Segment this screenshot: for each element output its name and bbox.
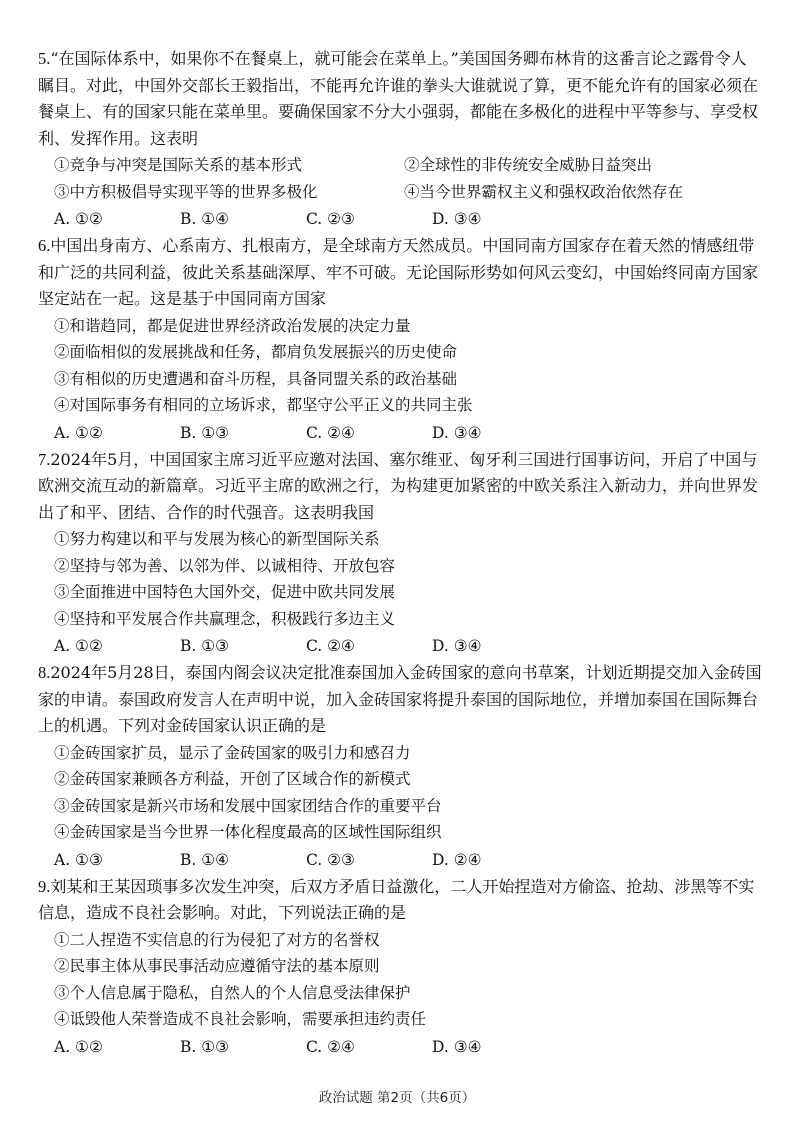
question-text: 中国出身南方、心系南方、扎根南方，是全球南方天然成员。中国同南方国家存在着天然的情感纽带和广泛的共同利益，彼此关系基础深厚、牢不可破。无论国际形势如何风云变幻，中国始终同南方国家坚定站在一起。这是基于中国同南方国家 <box>38 236 759 308</box>
option-1: ①和谐趋同，都是促进世界经济政治发展的决定力量 <box>54 316 411 335</box>
option-4: ④当今世界霸权主义和强权政治依然存在 <box>404 182 684 201</box>
option-row <box>38 179 762 206</box>
question-text: 2024年5月28日，泰国内阁会议决定批准泰国加入金砖国家的意向书草案，计划近期提交加入金砖国家的申请。泰国政府发言人在声明中说，加入金砖国家将提升泰国的国际地位，并增加泰国在国际舞台上的机遇。下列对金砖国家认识正确的是 <box>38 663 762 735</box>
question-number: 9. <box>38 876 51 896</box>
question-7 <box>38 447 762 661</box>
choice-d: D. ③④ <box>432 210 482 228</box>
question-6 <box>38 233 762 447</box>
option-1: ①竞争与冲突是国际关系的基本形式 <box>54 156 303 174</box>
choice-b: B. ①④ <box>180 850 230 869</box>
question-stem <box>38 46 762 152</box>
choice-d: D. ③④ <box>432 423 482 442</box>
choice-d: D. ②④ <box>432 850 482 869</box>
page-content <box>38 46 762 1061</box>
option-3: ③金砖国家是新兴市场和发展中国家团结合作的重要平台 <box>54 796 442 815</box>
page-footer: 政治试题 第2页（共6页） <box>318 1090 476 1106</box>
answer-choices <box>38 1033 762 1061</box>
option-2: ②全球性的非传统安全威胁日益突出 <box>404 156 653 174</box>
option-2: ②坚持与邻为善、以邻为伴、以诚相待、开放包容 <box>54 556 396 575</box>
option-row <box>38 152 762 179</box>
option-1: ①金砖国家扩员，显示了金砖国家的吸引力和感召力 <box>54 743 411 762</box>
option-3: ③有相似的历史遭遇和奋斗历程，具备同盟关系的政治基础 <box>54 369 458 388</box>
option-3: ③个人信息属于隐私，自然人的个人信息受法律保护 <box>54 983 411 1002</box>
option-4: ④诋毁他人荣誉造成不良社会影响，需要承担违约责任 <box>54 1010 427 1028</box>
choice-c: C. ②④ <box>306 423 355 442</box>
choice-a: A. ①② <box>54 1037 103 1056</box>
choice-c: C. ②③ <box>306 210 355 228</box>
question-text: 刘某和王某因琐事多次发生冲突，后双方矛盾日益激化，二人开始捏造对方偷盗、抢劫、涉黑等不实信息，造成不良社会影响。对此，下列说法正确的是 <box>38 876 755 922</box>
option-4: ④对国际事务有相同的立场诉求，都坚守公平正义的共同主张 <box>54 396 473 414</box>
question-5 <box>38 46 762 233</box>
question-text: 2024年5月，中国国家主席习近平应邀对法国、塞尔维亚、匈牙利三国进行国事访问，开启了中国与欧洲交流互动的新篇章。习近平主席的欧洲之行，为构建更加紧密的中欧关系注入新动力，并向世界发出了和平、团结、合作的时代强音。这表明我国 <box>38 449 759 522</box>
answer-choices <box>38 632 762 660</box>
option-2: ②民事主体从事民事活动应遵循守法的基本原则 <box>54 957 380 975</box>
choice-b: B. ①③ <box>180 637 230 655</box>
question-number: 7. <box>38 449 51 469</box>
question-number: 8. <box>38 663 51 682</box>
question-8 <box>38 660 762 874</box>
question-stem <box>38 447 762 527</box>
answer-choices <box>38 205 762 233</box>
choice-b: B. ①③ <box>180 1037 230 1056</box>
choice-c: C. ②④ <box>306 637 355 655</box>
option-3: ③全面推进中国特色大国外交，促进中欧共同发展 <box>54 583 396 601</box>
choice-b: B. ①④ <box>180 210 230 228</box>
option-2: ②金砖国家兼顾各方利益，开创了区域合作的新模式 <box>54 770 411 788</box>
question-stem <box>38 874 762 927</box>
option-1: ①努力构建以和平与发展为核心的新型国际关系 <box>54 530 380 548</box>
choice-a: A. ①② <box>54 637 103 655</box>
question-stem <box>38 660 762 740</box>
answer-choices <box>38 846 762 874</box>
question-number: 5. <box>38 49 51 68</box>
option-4: ④坚持和平发展合作共赢理念，积极践行多边主义 <box>54 609 396 628</box>
choice-c: C. ②③ <box>306 850 355 869</box>
option-2: ②面临相似的发展挑战和任务，都肩负发展振兴的历史使命 <box>54 343 458 361</box>
choice-b: B. ①③ <box>180 423 230 442</box>
question-stem <box>38 233 762 313</box>
choice-a: A. ①③ <box>54 850 103 869</box>
choice-a: A. ①② <box>54 423 103 442</box>
choice-c: C. ②④ <box>306 1037 355 1056</box>
question-number: 6. <box>38 236 51 255</box>
answer-choices <box>38 419 762 447</box>
choice-a: A. ①② <box>54 210 103 228</box>
choice-d: D. ③④ <box>432 1037 482 1056</box>
option-4: ④金砖国家是当今世界一体化程度最高的区域性国际组织 <box>54 823 442 841</box>
choice-d: D. ③④ <box>432 637 482 655</box>
option-3: ③中方积极倡导实现平等的世界多极化 <box>54 182 318 201</box>
question-9 <box>38 874 762 1061</box>
question-text: “在国际体系中，如果你不在餐桌上，就可能会在菜单上。”美国国务卿布林肯的这番言论之露骨令人瞩目。对此，中国外交部长王毅指出，不能再允许谁的拳头大谁就说了算，更不能允许有的国家必须在餐桌上、有的国家只能在菜单里。要确保国家不分大小强弱，都能在多极化的进程中平等参与、享受权利、发挥作用。这表明 <box>38 49 759 148</box>
option-1: ①二人捏造不实信息的行为侵犯了对方的名誉权 <box>54 930 380 949</box>
